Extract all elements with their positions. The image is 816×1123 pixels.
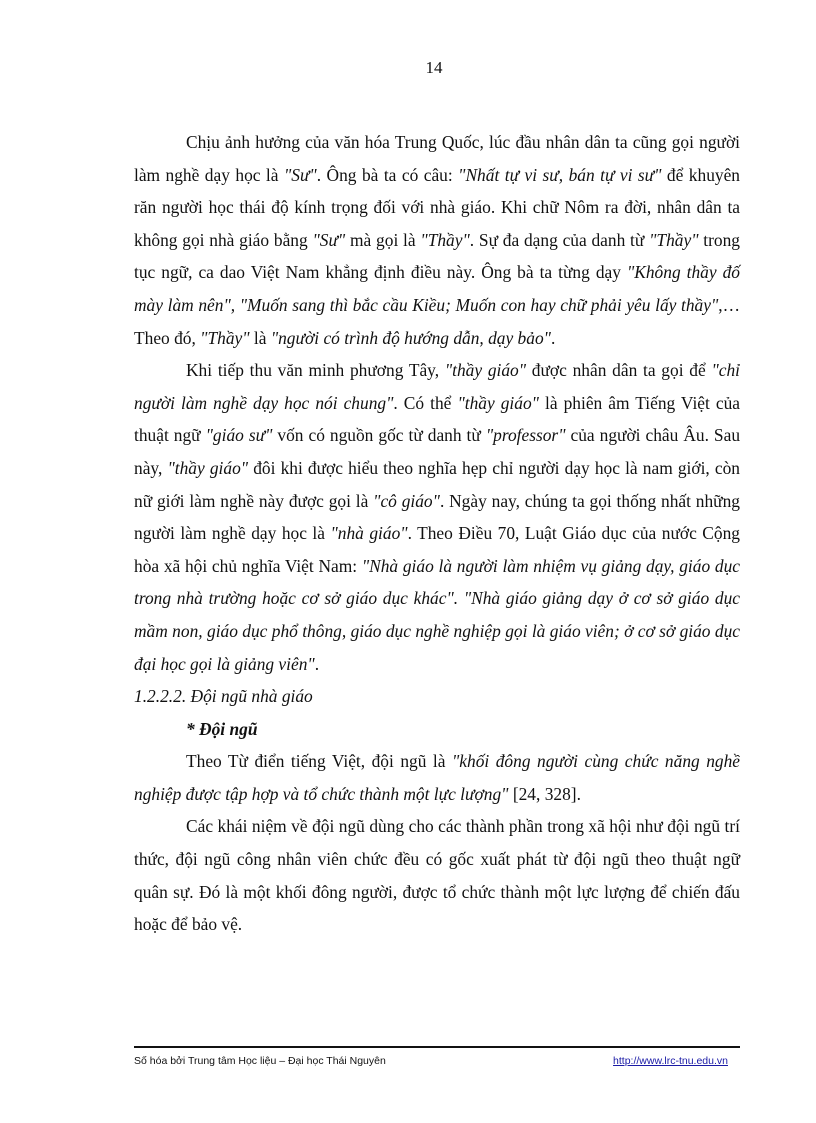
section-heading: 1.2.2.2. Đội ngũ nhà giáo	[134, 686, 313, 707]
page-number: 14	[425, 58, 443, 77]
sub-heading: * Đội ngũ	[186, 718, 258, 739]
paragraph-definition: Theo Từ điển tiếng Việt, đội ngũ là "khối đông người cùng chức năng nghề nghiệp được tập hợp và tổ chức thành một lực lượng" [24, 328].	[134, 751, 741, 804]
footer-link[interactable]: http://www.lrc-tnu.edu.vn	[613, 1055, 728, 1067]
paragraph-thay-giao: Khi tiếp thu văn minh phương Tây, "thầy giáo" được nhân dân ta gọi để "chỉ người làm nghề dạy học nói chung". Có thể "thầy giáo" là phiên âm Tiếng Việt của thuật ngữ "giáo sư" vốn có nguồn gốc từ danh từ "professor" của người châu Âu. Sau này, "thầy giáo" đôi khi được hiểu theo nghĩa hẹp chỉ người dạy học là nam giới, còn nữ giới làm nghề này được gọi là "cô giáo". Ngày nay, chúng ta gọi thống nhất những người làm nghề dạy học là "nhà giáo". Theo Điều 70, Luật Giáo dục của nước Cộng hòa xã hội chủ nghĩa Việt Nam: "Nhà giáo là người làm nhiệm vụ giảng dạy, giáo dục trong nhà trường hoặc cơ sở giáo dục khác". "Nhà giáo giảng dạy ở cơ sở giáo dục mầm non, giáo dục phổ thông, giáo dục nghề nghiệp gọi là giáo viên; ở cơ sở giáo dục đại học gọi là giảng viên".	[134, 360, 741, 674]
paragraph-su-thay: Chịu ảnh hưởng của văn hóa Trung Quốc, lúc đầu nhân dân ta cũng gọi người làm nghề dạy học là "Sư". Ông bà ta có câu: "Nhất tự vi sư, bán tự vi sư" để khuyên răn người học thái độ kính trọng đối với nhà giáo. Khi chữ Nôm ra đời, nhân dân ta không gọi nhà giáo bằng "Sư" mà gọi là "Thầy". Sự đa dạng của danh từ "Thầy" trong tục ngữ, ca dao Việt Nam khẳng định điều này. Ông bà ta từng dạy "Không thầy đố mày làm nên", "Muốn sang thì bắc cầu Kiều; Muốn con hay chữ phải yêu lấy thầy",… Theo đó, "Thầy" là "người có trình độ hướng dẫn, dạy bảo".	[134, 132, 740, 348]
footer-credit: Số hóa bởi Trung tâm Học liệu – Đại học Thái Nguyên	[134, 1055, 386, 1067]
paragraph-concept: Các khái niệm về đội ngũ dùng cho các thành phần trong xã hội như đội ngũ trí thức, đội ngũ công nhân viên chức đều có gốc xuất phát từ đội ngũ theo thuật ngữ quân sự. Đó là một khối đông người, được tổ chức thành một lực lượng để chiến đấu hoặc để bảo vệ.	[134, 816, 740, 935]
document-body	[134, 126, 740, 941]
footer-divider	[134, 1046, 740, 1048]
